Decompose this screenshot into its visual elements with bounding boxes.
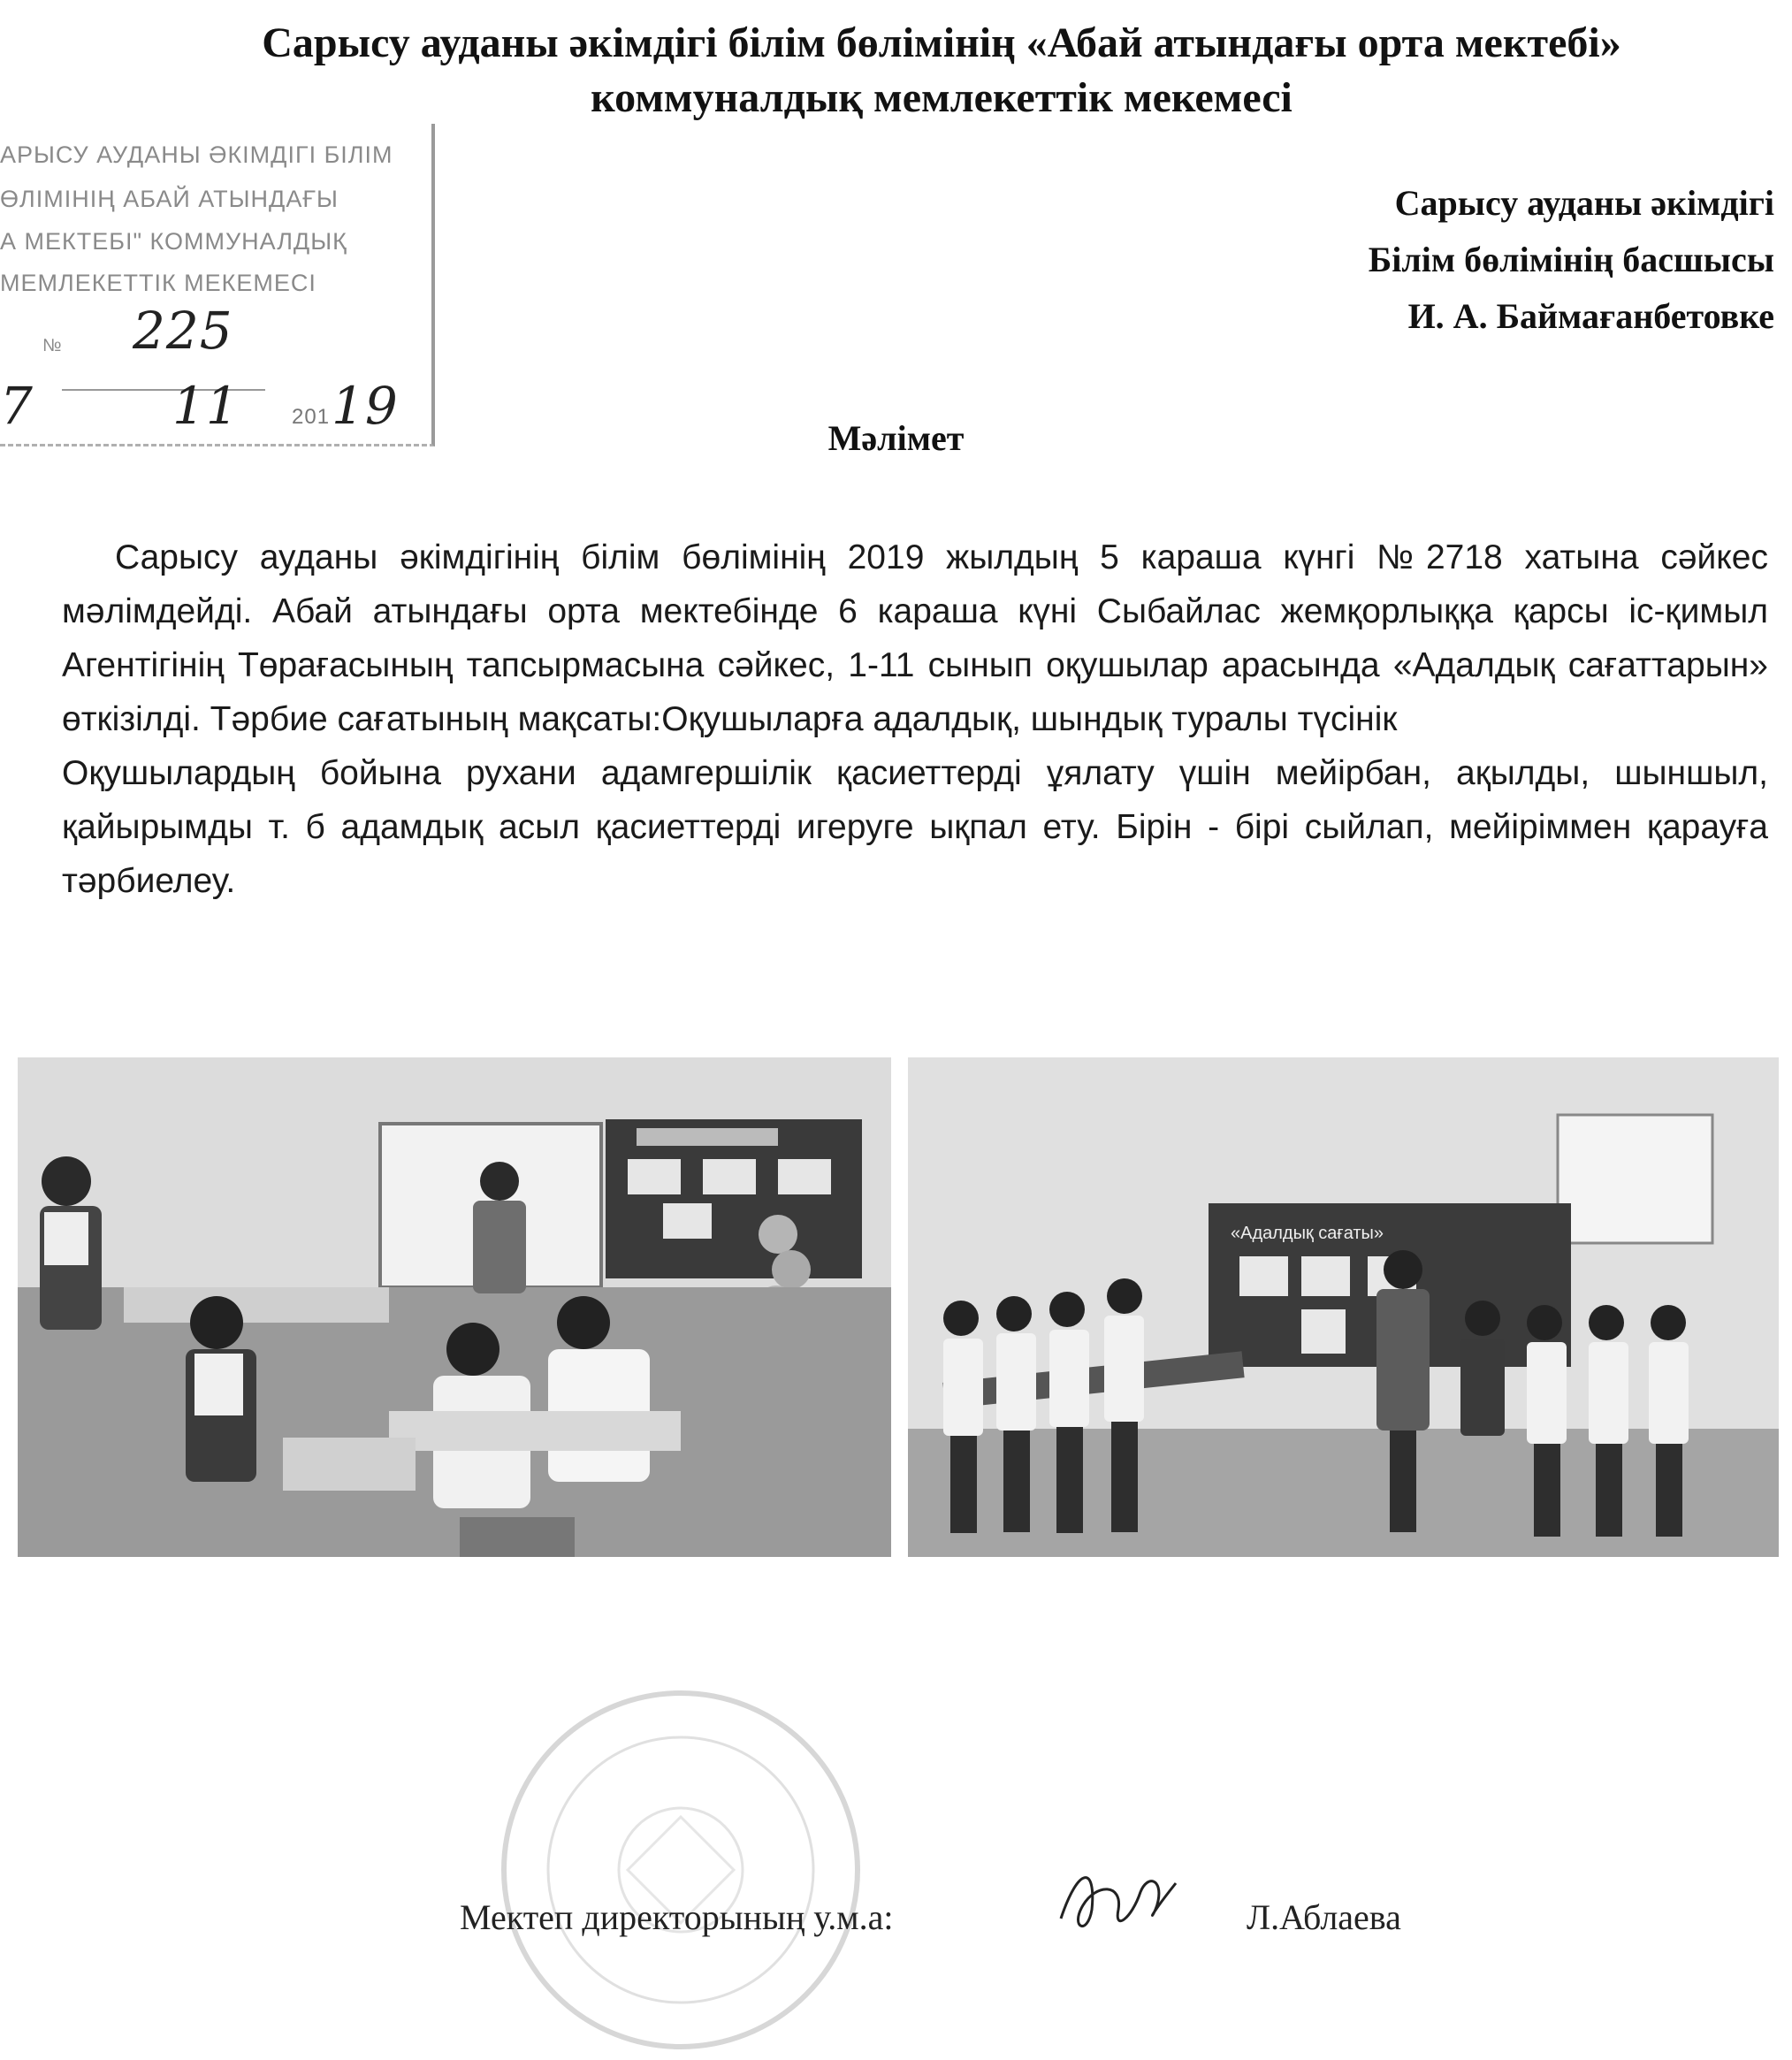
classroom-photo-left-image: [18, 1057, 891, 1557]
stamp-line-3: А МЕКТЕБІ" КОММУНАЛДЫҚ: [0, 228, 347, 255]
director-name: Л.Аблаева: [1247, 1897, 1401, 1937]
header-line-1: Сарысу ауданы әкімдігі білім бөлімінің «Абай атындағы орта мектебі»: [262, 19, 1621, 66]
classroom-photo-right: [908, 1057, 1779, 1557]
header-line-2: коммуналдық мемлекеттік мекемесі: [591, 74, 1293, 121]
stamp-month: 11: [172, 376, 240, 436]
banner-caption: «Адалдық сағаты»: [1231, 1224, 1384, 1243]
stamp-year: 19: [332, 376, 399, 436]
registration-stamp: [0, 124, 442, 451]
director-signature: [1043, 1857, 1185, 1945]
body-paragraph-1: Сарысу ауданы әкімдігінің білім бөлімінің 2019 жылдың 5 караша күнгі №2718 хатына сәйкес мәлімдейді. Абай атындағы орта мектебінде 6 караша күні Сыбайлас жемқорлыққа қарсы іс-қимыл Агентігінің Төрағасының тапсырмасына сәйкес, 1-11 сынып оқушылар арасында «Адалдық сағаттарын» өткізілді. Тәрбие сағатының мақсаты:Оқушыларға адалдық, шындық туралы түсінік: [62, 538, 1768, 738]
addressee-line-1: Сарысу ауданы әкімдігі: [1394, 183, 1774, 223]
body-paragraph-2: Оқушылардың бойына рухани адамгершілік қасиеттерді ұялату үшін мейірбан, ақылды, шыншыл, қайырымды т. б адамдық асыл қасиеттерді игеруге ықпал ету. Бірін - бірі сыйлап, мейіріммен қарауға тәрбиелеу.: [62, 754, 1768, 900]
stamp-number-label: №: [42, 336, 63, 355]
stamp-line-4: МЕМЛЕКЕТТІК МЕКЕМЕСІ: [0, 270, 316, 296]
addressee-line-3: И. А. Баймағанбетовке: [1407, 296, 1774, 336]
classroom-photo-left: [18, 1057, 891, 1557]
round-seal-image: [495, 1684, 866, 2056]
document-header: [80, 16, 1792, 126]
footer-label: Мектеп директорының у.м.а:: [460, 1897, 894, 1937]
stamp-line-2: ӨЛІМІНІҢ АБАЙ АТЫНДАҒЫ: [0, 186, 339, 212]
document-body: [62, 530, 1768, 908]
stamp-day: 7: [0, 376, 34, 436]
stamp-number: 225: [133, 301, 233, 361]
document-title: Мәлімет: [827, 418, 965, 458]
addressee-block: [1067, 175, 1774, 345]
stamp-year-prefix: 201: [292, 405, 331, 429]
addressee-line-2: Білім бөлімінің басшысы: [1368, 240, 1774, 279]
stamp-line-1: АРЫСУ АУДАНЫ ӘКІМДІГІ БІЛІМ: [0, 141, 393, 168]
classroom-photo-right-image: [908, 1057, 1779, 1557]
signature-scribble: [1043, 1857, 1185, 1945]
round-seal: [495, 1684, 866, 2056]
